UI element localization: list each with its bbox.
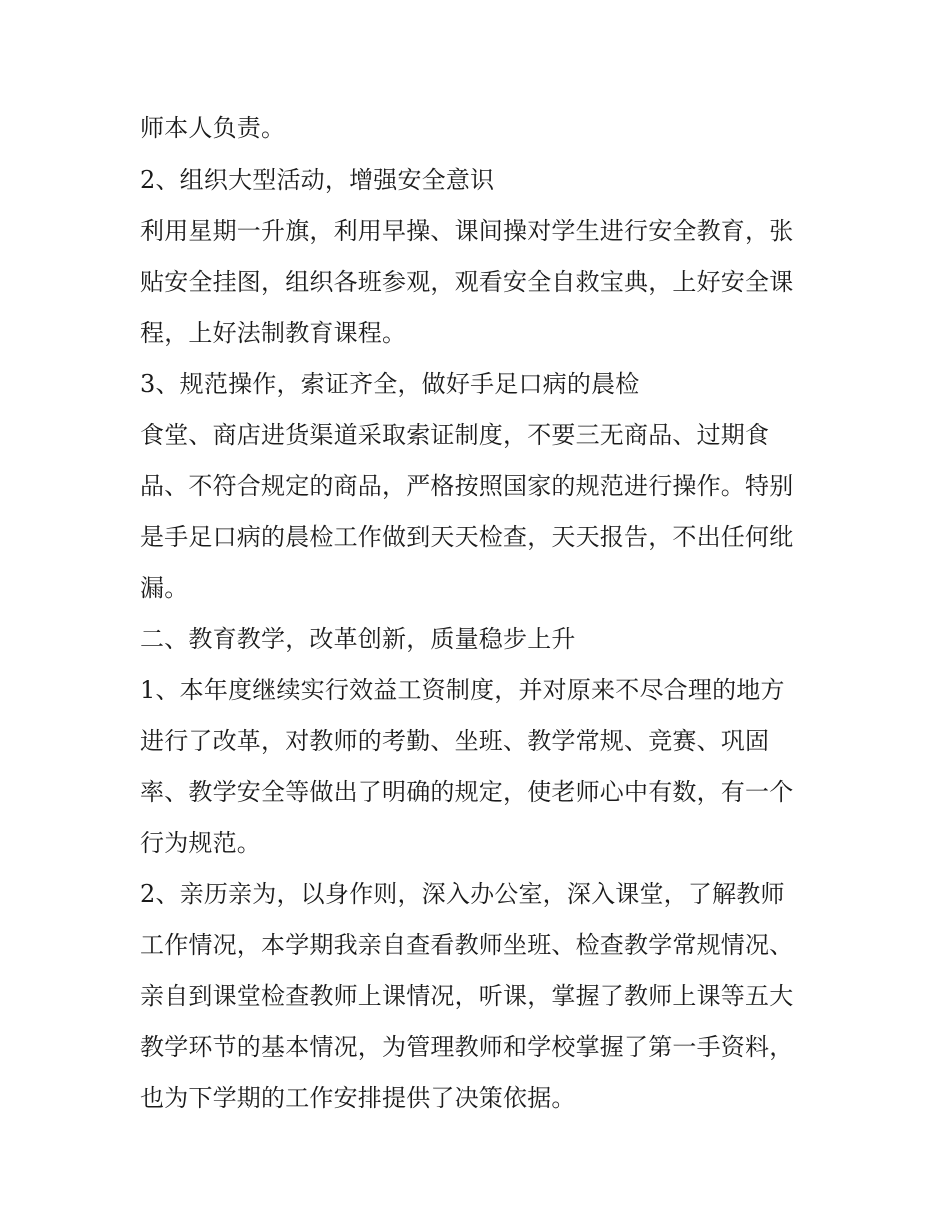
- text-line: 1、本年度继续实行效益工资制度，并对原来不尽合理的地方: [140, 676, 785, 704]
- text-line: 品、不符合规定的商品，严格按照国家的规范进行操作。特别: [140, 472, 794, 500]
- text-line: 是手足口病的晨检工作做到天天检查，天天报告，不出任何纰: [140, 523, 794, 551]
- text-line: 亲自到课堂检查教师上课情况，听课，掌握了教师上课等五大: [140, 982, 794, 1010]
- text-line: 师本人负责。: [140, 114, 286, 142]
- text-line: 程，上好法制教育课程。: [140, 319, 407, 347]
- text-line: 食堂、商店进货渠道采取索证制度，不要三无商品、过期食: [140, 421, 770, 449]
- text-line: 也为下学期的工作安排提供了决策依据。: [140, 1084, 576, 1112]
- text-line: 2、亲历亲为，以身作则，深入办公室，深入课堂，了解教师: [140, 880, 785, 908]
- text-line: 率、教学安全等做出了明确的规定，使老师心中有数，有一个: [140, 778, 794, 806]
- section-heading-education-teaching: 二、教育教学，改革创新，质量稳步上升: [140, 625, 576, 653]
- text-line: 进行了改革，对教师的考勤、坐班、教学常规、竞赛、巩固: [140, 727, 770, 755]
- text-line: 行为规范。: [140, 829, 261, 857]
- text-line: 教学环节的基本情况，为管理教师和学校掌握了第一手资料，: [140, 1033, 794, 1061]
- text-line: 工作情况，本学期我亲自查看教师坐班、检查教学常规情况、: [140, 931, 794, 959]
- text-line: 漏。: [140, 574, 189, 602]
- text-line: 贴安全挂图，组织各班参观，观看安全自救宝典，上好安全课: [140, 268, 794, 296]
- section-heading-safety-activities: 2、组织大型活动，增强安全意识: [140, 166, 495, 194]
- section-heading-standard-operations: 3、规范操作，索证齐全，做好手足口病的晨检: [140, 370, 640, 398]
- text-line: 利用星期一升旗，利用早操、课间操对学生进行安全教育，张: [140, 217, 794, 245]
